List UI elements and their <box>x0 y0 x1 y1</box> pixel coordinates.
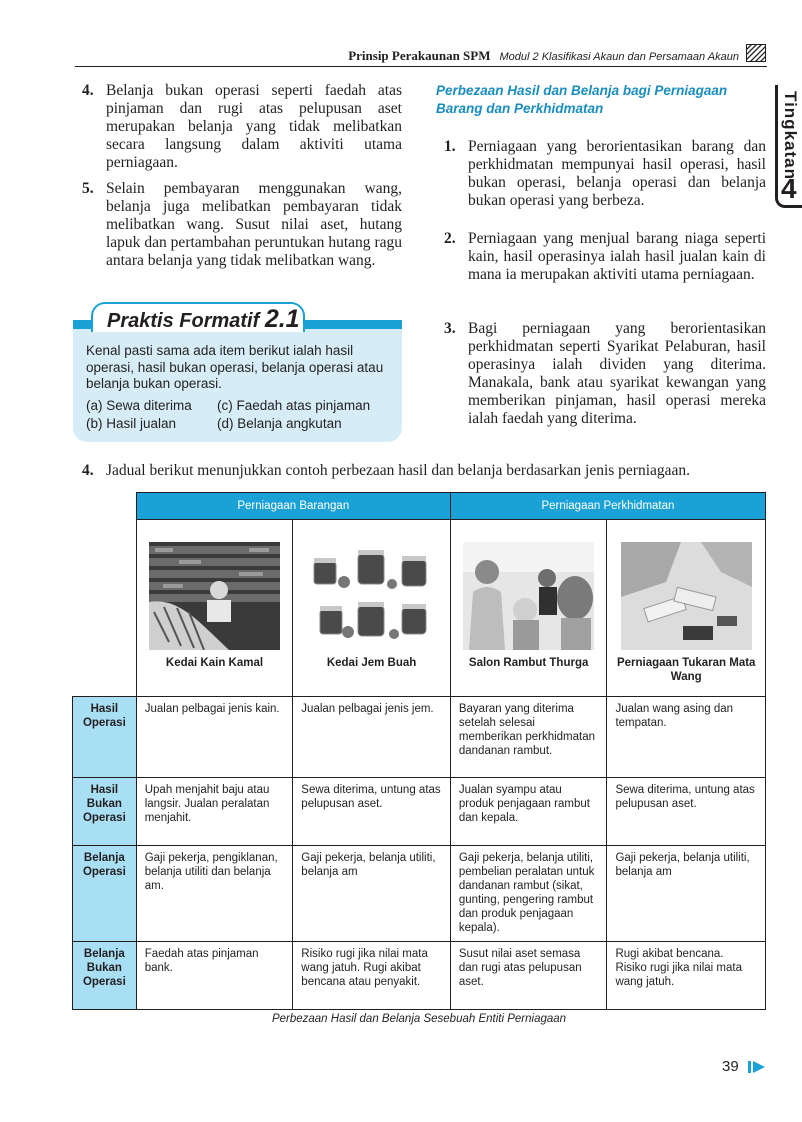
business-cell-fabric <box>136 520 293 697</box>
table-cell: Bayaran yang diterima setelah selesai memberikan perkhidmatan dandanan rambut. <box>450 697 607 778</box>
business-cell-salon <box>450 520 607 697</box>
business-cell-exchange <box>607 520 766 697</box>
module-title: Modul 2 Klasifikasi Akaun dan Persamaan Akaun <box>499 51 739 63</box>
table-cell: Gaji pekerja, pengiklanan, belanja utiliti dan belanja am. <box>136 846 293 942</box>
table-cell: Jualan wang asing dan tempatan. <box>607 697 766 778</box>
grade-side-tab <box>775 85 802 208</box>
item-number: 3. <box>444 320 456 337</box>
next-page-icon <box>748 1060 766 1074</box>
table-cell: Gaji pekerja, belanja utiliti, belanja am <box>293 846 451 942</box>
item-number: 4. <box>82 462 94 479</box>
formative-title-text: Praktis Formatif <box>107 310 260 332</box>
hatch-icon <box>746 44 766 62</box>
row-header-belanja-bukan-operasi: Belanja Bukan Operasi <box>73 942 137 1010</box>
salon-photo <box>463 542 594 650</box>
item-text: Perniagaan yang berorientasikan barang dan perkhidmatan mempunyai hasil operasi, hasil bukan operasi, belanja operasi dan belanja bukan operasi yang berbeza. <box>468 138 766 209</box>
table-cell: Sewa diterima, untung atas pelupusan aset. <box>293 778 451 846</box>
formative-question: Kenal pasti sama ada item berikut ialah hasil operasi, hasil bukan operasi, belanja operasi atau belanja bukan operasi. <box>86 343 384 391</box>
table-cell: Jualan syampu atau produk penjagaan rambut dan kepala. <box>450 778 607 846</box>
formative-number: 2.1 <box>264 305 300 333</box>
table-cell: Jualan pelbagai jenis jem. <box>293 697 451 778</box>
formative-option-c: (c) Faedah atas pinjaman <box>217 398 371 413</box>
business-name: Perniagaan Tukaran Mata Wang <box>616 657 756 683</box>
right-item-3 <box>444 320 766 430</box>
business-name: Salon Rambut Thurga <box>468 657 589 669</box>
row-header-belanja-operasi: Belanja Operasi <box>73 846 137 942</box>
left-item-4 <box>82 82 402 172</box>
table-caption: Perbezaan Hasil dan Belanja Sesebuah Entiti Perniagaan <box>271 1013 567 1025</box>
business-cell-jam <box>293 520 451 697</box>
item-text: Belanja bukan operasi seperti faedah atas pinjaman dan rugi atas pelupusan aset merupakan belanja yang tidak melibatkan secara langsung dalam aktiviti utama perniagaan. <box>106 82 402 171</box>
page-number: 39 <box>722 1058 739 1075</box>
section-heading: Perbezaan Hasil dan Belanja bagi Perniagaan Barang dan Perkhidmatan <box>436 83 728 116</box>
table-cell: Rugi akibat bencana. Risiko rugi jika nilai mata wang jatuh. <box>607 942 766 1010</box>
item-number: 1. <box>444 138 456 155</box>
formative-option-a: (a) Sewa diterima <box>86 398 192 413</box>
left-item-5 <box>82 180 402 290</box>
table-cell: Upah menjahit baju atau langsir. Jualan peralatan menjahit. <box>136 778 293 846</box>
formative-title <box>107 305 300 334</box>
row-header-hasil-operasi: Hasil Operasi <box>73 697 137 778</box>
item-number: 4. <box>82 82 94 99</box>
group-header-goods: Perniagaan Barangan <box>136 493 450 520</box>
item-text: Jadual berikut menunjukkan contoh perbezaan hasil dan belanja berdasarkan jenis perniagaan. <box>106 462 691 479</box>
formative-option-b: (b) Hasil jualan <box>86 416 177 431</box>
item-text: Perniagaan yang menjual barang niaga seperti kain, hasil operasinya ialah hasil jualan kain di mana ia merupakan aktiviti utama perniagaan. <box>468 230 766 283</box>
right-item-2 <box>444 230 766 304</box>
business-name: Kedai Kain Kamal <box>165 657 264 669</box>
table-cell: Susut nilai aset semasa dan rugi atas pelupusan aset. <box>450 942 607 1010</box>
table-cell: Jualan pelbagai jenis kain. <box>136 697 293 778</box>
table-intro <box>82 462 766 482</box>
group-header-services: Perniagaan Perkhidmatan <box>450 493 765 520</box>
table-cell: Risiko rugi jika nilai mata wang jatuh. Rugi akibat bencana atau penyakit. <box>293 942 451 1010</box>
running-header <box>348 48 764 64</box>
business-name: Kedai Jem Buah <box>326 657 417 669</box>
right-item-1 <box>444 138 766 212</box>
table-cell: Faedah atas pinjaman bank. <box>136 942 293 1010</box>
table-cell: Gaji pekerja, belanja utiliti, belanja am <box>607 846 766 942</box>
item-number: 2. <box>444 230 456 247</box>
row-header-hasil-bukan-operasi: Hasil Bukan Operasi <box>73 778 137 846</box>
grade-label: Tingkatan <box>781 91 800 180</box>
book-title: Prinsip Perakaunan SPM <box>348 48 491 63</box>
item-number: 5. <box>82 180 94 197</box>
currency-exchange-photo <box>621 542 752 650</box>
item-text: Selain pembayaran menggunakan wang, belanja juga melibatkan pembayaran tidak melibatkan wang. Susut nilai aset, hutang lapuk dan pertambahan peruntukan hutang ragu antara belanja yang tidak melibatkan wang. <box>106 180 402 269</box>
grade-number: 4 <box>781 173 797 204</box>
fabric-shop-photo <box>149 542 280 650</box>
corner-blank <box>73 493 137 520</box>
formative-option-d: (d) Belanja angkutan <box>217 416 342 431</box>
jam-jars-photo <box>306 542 437 650</box>
table-cell: Sewa diterima, untung atas pelupusan aset. <box>607 778 766 846</box>
header-rule <box>75 66 767 67</box>
corner-blank <box>73 520 137 697</box>
table-cell: Gaji pekerja, belanja utiliti, pembelian peralatan untuk dandanan rambut (sikat, gunting, pengering rambut dan produk penjagaan kepala). <box>450 846 607 942</box>
item-text: Bagi perniagaan yang berorientasikan perkhidmatan seperti Syarikat Pelaburan, hasil operasinya ialah dividen yang diterima. Manakala, bank atau syarikat kewangan yang memberikan pinjaman, hasil operasi mereka ialah faedah yang diterima. <box>468 320 766 427</box>
comparison-table <box>72 492 766 1010</box>
